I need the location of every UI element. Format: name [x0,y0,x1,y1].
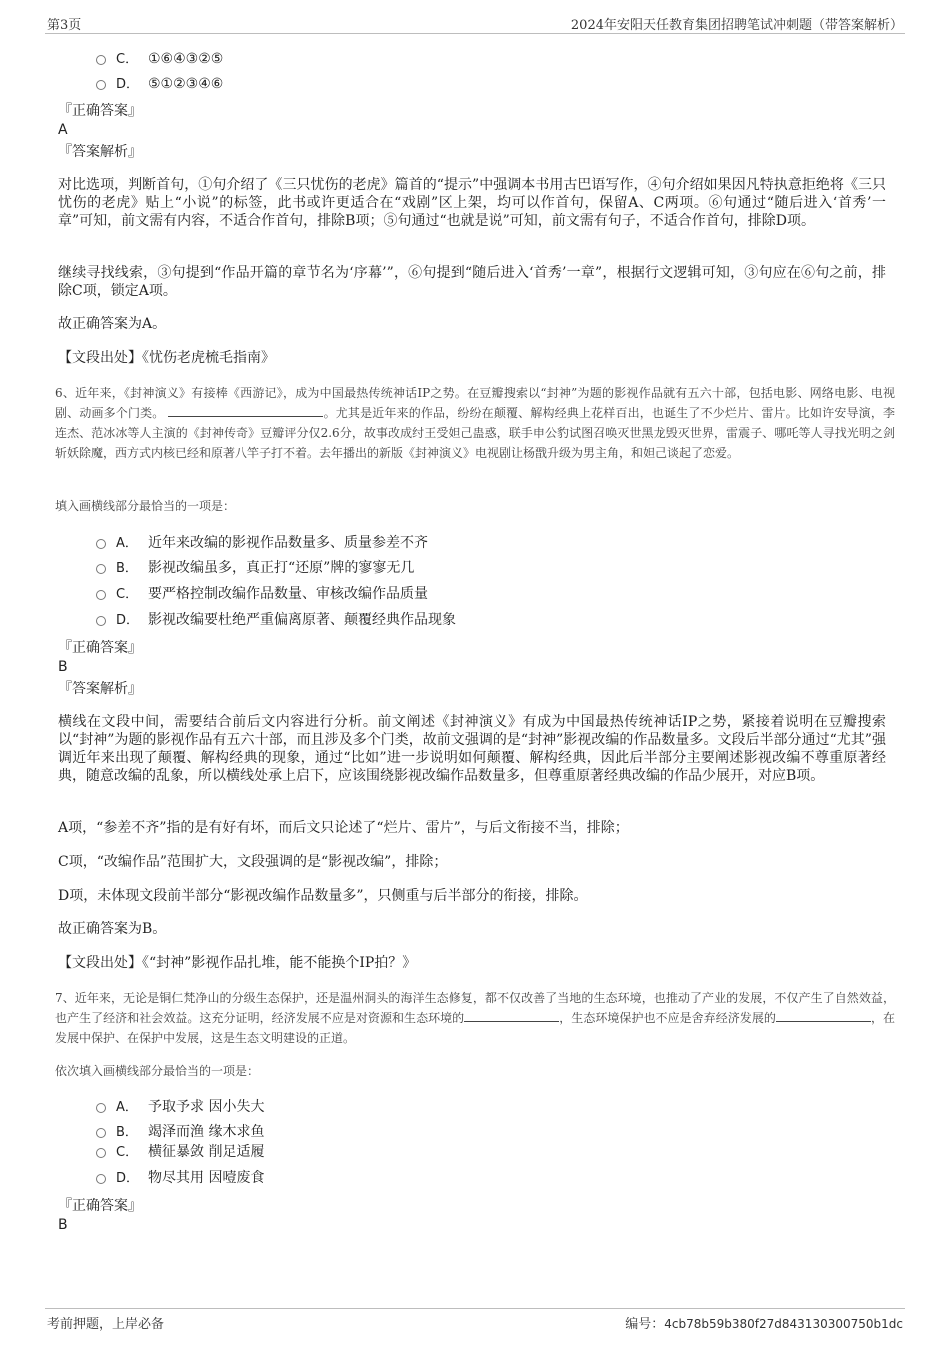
document-code [625,1313,903,1332]
q6-prompt: 填入画横线部分最恰当的一项是： [55,499,236,513]
option-letter: A． [116,1100,138,1115]
q7-fill-blank-1 [464,1008,559,1022]
option-letter: D． [116,613,140,628]
q6-option-c[interactable] [96,584,428,604]
option-letter: A． [116,536,138,551]
q7-answer-label: 『正确答案』 [58,1198,142,1214]
q5-answer-label: 『正确答案』 [58,103,142,119]
q6-conclusion: 故正确答案为B。 [58,921,167,937]
q5-analysis-label: 『答案解析』 [58,144,142,160]
q5-source: 【文段出处】《忧伤老虎梳毛指南》 [58,350,275,366]
q7-answer: B [58,1217,68,1233]
option-text: 近年来改编的影视作品数量多、质量参差不齐 [148,535,428,551]
option-text: ①⑥④③②⑤ [148,51,224,67]
q5-option-c[interactable] [96,49,223,69]
q6-answer-label: 『正确答案』 [58,640,142,656]
option-text: 影视改编虽多，真正打“还原”牌的寥寥无几 [148,560,415,576]
q5-conclusion: 故正确答案为A。 [58,316,167,332]
option-letter: B． [116,561,138,576]
q6-fill-blank [168,403,323,417]
option-text: 竭泽而渔 缘木求鱼 [148,1124,265,1140]
q6-text-after: 。尤其是近年来的作品，纷纷在颠覆、解构经典上花样百出，也诞生了不少烂片、雷片。比如许安导演，李连杰、范冰冰等人主演的《封神传奇》豆瓣评分仅2.6分，故事改成纣王受妲己蛊惑，联手申公豹试图召唤灭世黑龙毁灭世界，雷震子、哪吒等人寻找光明之剑斩妖除魔，西方式内核已经和原著八竿子打不着。去年播出的新版《封神演义》电视剧让杨戬升级为男主角，和妲己谈起了恋爱。 [55,406,895,460]
q7-option-c[interactable] [96,1142,264,1162]
option-letter: C． [116,1145,139,1160]
radio-icon[interactable] [96,1174,106,1184]
q7-option-b[interactable] [96,1122,264,1142]
q7-text-part-2: ，生态环境保护也不应是舍弃经济发展的 [559,1011,776,1025]
radio-icon[interactable] [96,1128,106,1138]
option-letter: B． [116,1125,138,1140]
option-text: ⑤①②③④⑥ [148,76,224,92]
q5-analysis-paragraph: 继续寻找线索，③句提到“作品开篇的章节名为‘序幕’”，⑥句提到“随后进入‘首秀’一章”，根据行文逻辑可知，③句应在⑥句之前，排除C项，锁定A项。 [58,265,886,299]
radio-icon[interactable] [96,1148,106,1158]
option-text: 要严格控制改编作品数量、审核改编作品质量 [148,586,428,602]
q6-analysis-paragraph: 横线在文段中间，需要结合前后文内容进行分析。前文阐述《封神演义》有成为中国最热传统神话IP之势，紧接着说明在豆瓣搜索以“封神”为题的影视作品有五六十部，而且涉及多个门类，故前文强调的是“封神”影视改编的作品数量多。文段后半部分通过“尤其”强调近年来出现了颠覆、解构经典的现象，通过“比如”进一步说明如何颠覆、解构经典，因此后半部分主要阐述影视改编不尊重原著经典，随意改编的乱象，所以横线处承上启下，应该围绕影视改编作品数量多，但尊重原著经典改编的作品少展开，对应B项。 [58,714,886,784]
option-text: 横征暴敛 削足适履 [148,1144,265,1160]
document-code-label: 编号： [625,1317,665,1332]
q6-analysis-paragraph: A项，“参差不齐”指的是有好有坏，而后文只论述了“烂片、雷片”，与后文衔接不当，排除； [58,820,629,836]
q7-option-d[interactable] [96,1168,264,1188]
q7-fill-blank-2 [776,1008,871,1022]
q6-answer: B [58,659,68,675]
radio-icon[interactable] [96,616,106,626]
q6-source: 【文段出处】《“封神”影视作品扎堆，能不能换个IP拍？》 [58,955,417,971]
document-title: 2024年安阳天任教育集团招聘笔试冲刺题（带答案解析） [570,18,903,33]
option-letter: C． [116,587,139,602]
option-letter: D． [116,1171,140,1186]
q7-text-part-3: ，在发展中保护、在保护中发展，这是生态文明建设的正道。 [55,1011,895,1045]
page-number: 第3页 [47,18,82,33]
radio-icon[interactable] [96,80,106,90]
q6-question-text [55,383,895,463]
option-text: 物尽其用 因噎废食 [148,1170,265,1186]
q6-analysis-paragraph: D项，未体现文段前半部分“影视改编作品数量多”，只侧重与后半部分的衔接，排除。 [58,888,588,904]
q7-prompt: 依次填入画横线部分最恰当的一项是： [55,1064,260,1078]
q5-option-d[interactable] [96,74,223,94]
radio-icon[interactable] [96,55,106,65]
footer-slogan: 考前押题，上岸必备 [47,1317,165,1332]
option-text: 予取予求 因小失大 [148,1099,265,1115]
q6-option-b[interactable] [96,558,414,578]
q6-option-d[interactable] [96,610,456,630]
radio-icon[interactable] [96,564,106,574]
q6-text-before: 6、近年来，《封神演义》有接棒《西游记》，成为中国最热传统神话IP之势。在豆瓣搜索以“封神”为题的影视作品就有五六十部，包括电影、网络电影、电视剧、动画多个门类。 [55,386,895,420]
footer-divider [45,1308,905,1309]
radio-icon[interactable] [96,539,106,549]
q6-analysis-label: 『答案解析』 [58,681,142,697]
q5-answer: A [58,122,68,138]
q7-option-a[interactable] [96,1097,264,1117]
radio-icon[interactable] [96,590,106,600]
option-text: 影视改编要杜绝严重偏离原著、颠覆经典作品现象 [148,612,456,628]
document-code-value: 4cb78b59b380f27d843130300750b1dc [664,1317,903,1331]
option-letter: D． [116,77,140,92]
q6-analysis-paragraph: C项，“改编作品”范围扩大，文段强调的是“影视改编”，排除； [58,854,448,870]
q5-analysis-paragraph: 对比选项，判断首句，①句介绍了《三只忧伤的老虎》篇首的“提示”中强调本书用古巴语写作，④句介绍如果因凡特执意拒绝将《三只忧伤的老虎》贴上“小说”的标签，此书或许更适合在“戏剧”区上架，均可以作首句，保留A、C两项。⑥句通过“随后进入‘首秀’一章”可知，前文需有内容，不适合作首句，排除B项；⑤句通过“也就是说”可知，前文需有句子，不适合作首句，排除D项。 [58,177,886,229]
option-letter: C． [116,52,139,67]
radio-icon[interactable] [96,1103,106,1113]
q7-question-text [55,988,895,1048]
header-divider [45,33,905,34]
q6-option-a[interactable] [96,533,428,553]
q7-text-part-1: 7、近年来，无论是铜仁梵净山的分级生态保护，还是温州洞头的海洋生态修复，都不仅改善了当地的生态环境，也推动了产业的发展，不仅产生了自然效益，也产生了经济和社会效益。这充分证明，经济发展不应是对资源和生态环境的 [55,991,895,1025]
